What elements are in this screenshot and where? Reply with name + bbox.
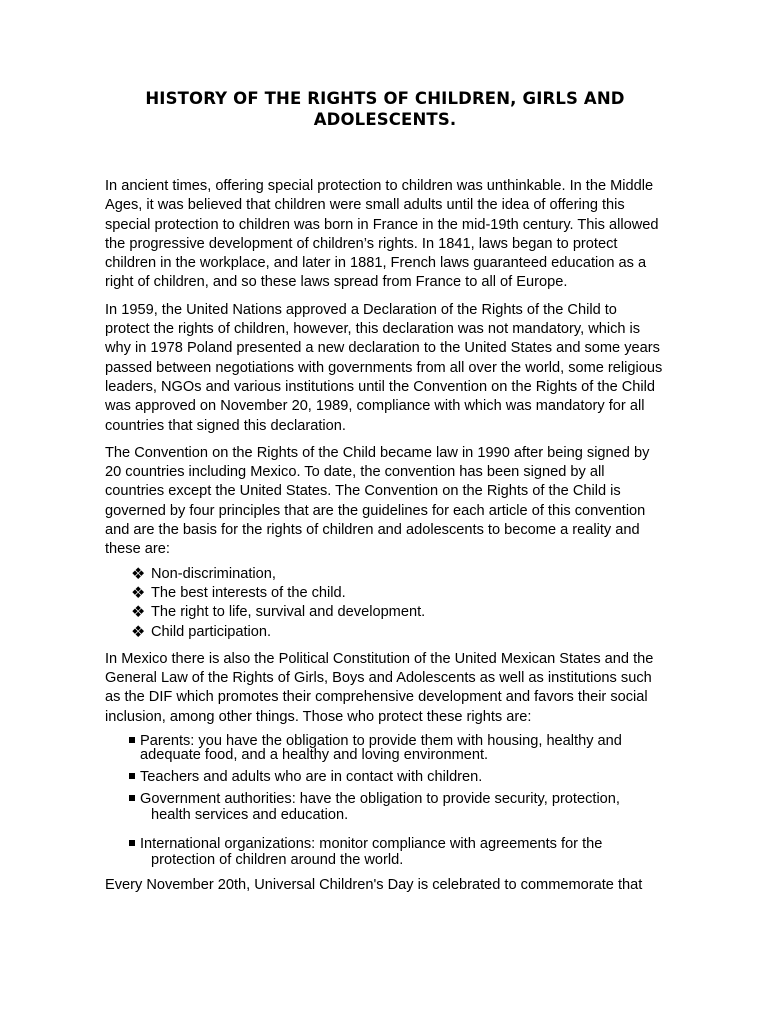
list-item <box>129 836 665 868</box>
paragraph-mexico: In Mexico there is also the Political Constitution of the United Mexican States and the General Law of the Rights of Girls, Boys and Adolescents as well as institutions such as the DIF which promotes their comprehensive development and favors their social inclusion, among other things. Those who protect these rights are: <box>105 650 654 725</box>
list-item <box>131 565 665 584</box>
protector-text: International organizations: monitor compliance with agreements for the <box>140 836 603 853</box>
diamond-bullet-icon: ❖ <box>131 582 146 602</box>
list-item <box>131 584 665 603</box>
document-page <box>105 0 665 895</box>
principles-list <box>105 565 665 642</box>
diamond-bullet-icon: ❖ <box>131 602 146 622</box>
diamond-bullet-icon: ❖ <box>131 621 146 641</box>
square-bullet-icon <box>129 840 135 846</box>
principle-text: Non-discrimination, <box>151 565 276 582</box>
principle-text: Child participation. <box>151 623 272 640</box>
protector-text: Government authorities: have the obligation to provide security, protection, <box>140 791 620 808</box>
diamond-bullet-icon: ❖ <box>131 563 146 583</box>
protector-text-continued: health services and education. <box>151 807 349 824</box>
paragraph-convention: The Convention on the Rights of the Child became law in 1990 after being signed by 20 countries including Mexico. To date, the convention has been signed by all countries except the United States. The Convention on the Rights of the Child is governed by four principles that are the guidelines for each article of this convention and are the basis for the rights of children and adolescents to become a reality and these are: <box>105 444 650 558</box>
list-item <box>129 769 665 785</box>
list-item <box>129 733 665 762</box>
square-bullet-icon <box>129 773 135 779</box>
list-item <box>131 623 665 642</box>
paragraph-1959-declaration: In 1959, the United Nations approved a Declaration of the Rights of the Child to protect the rights of children, however, this declaration was not mandatory, which is why in 1978 Poland presented a new declaration to the United States and some years passed between negotiations with governments from all over the world, some religious leaders, NGOs and various institutions until the Convention on the Rights of the Child was approved on November 20, 1989, compliance with which was mandatory for all countries that signed this declaration. <box>105 301 663 434</box>
principle-text: The right to life, survival and development. <box>151 604 426 621</box>
square-bullet-icon <box>129 737 135 743</box>
protectors-list <box>105 733 665 868</box>
paragraph-childrens-day: Every November 20th, Universal Children's Day is celebrated to commemorate that <box>105 877 643 894</box>
protector-text: Parents: you have the obligation to provide them with housing, healthy and <box>140 733 622 750</box>
protector-text: Teachers and adults who are in contact with children. <box>140 769 483 786</box>
list-item <box>129 791 665 823</box>
principle-text: The best interests of the child. <box>151 584 346 601</box>
list-item <box>131 603 665 622</box>
protector-text-continued: adequate food, and a healthy and loving environment. <box>140 747 489 764</box>
protector-text-continued: protection of children around the world. <box>151 852 404 869</box>
square-bullet-icon <box>129 795 135 801</box>
paragraph-ancient-times: In ancient times, offering special protection to children was unthinkable. In the Middle Ages, it was believed that children were small adults until the idea of offering this special protection to children was born in France in the mid-19th century. This allowed the progressive development of children’s rights. In 1841, laws began to protect children in the workplace, and later in 1881, French laws guaranteed education as a right of children, and so these laws spread from France to all of Europe. <box>105 178 659 291</box>
document-title: HISTORY OF THE RIGHTS OF CHILDREN, GIRLS AND ADOLESCENTS. <box>145 89 625 129</box>
